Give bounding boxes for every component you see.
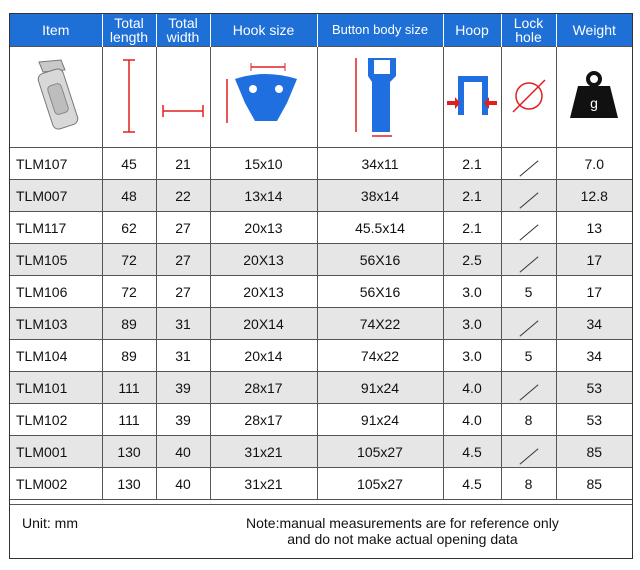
weight-diagram-cell — [556, 47, 632, 148]
hoop-cell: 2.5 — [443, 244, 501, 276]
lock-hole-cell — [501, 212, 556, 244]
weight-icon — [566, 70, 622, 122]
item-cell: TLM117 — [10, 212, 102, 244]
header-total-length: Total length — [102, 14, 156, 47]
width-diagram-cell — [156, 47, 210, 148]
spec-sheet — [9, 13, 633, 559]
header-hook-size: Hook size — [210, 14, 317, 47]
button-body-size-cell: 105x27 — [317, 436, 443, 468]
lock-hole-cell: 8 — [501, 404, 556, 436]
table-row — [10, 404, 632, 436]
total-width-cell: 39 — [156, 372, 210, 404]
hoop-diagram-cell — [443, 47, 501, 148]
lock-hole-cell: 5 — [501, 340, 556, 372]
not-applicable-slash — [519, 192, 538, 208]
total-width-cell: 22 — [156, 180, 210, 212]
hoop-cell: 3.0 — [443, 276, 501, 308]
total-length-cell: 72 — [102, 244, 156, 276]
hook-size-cell: 20X13 — [210, 244, 317, 276]
lock-hole-cell — [501, 244, 556, 276]
header-total-width: Total width — [156, 14, 210, 47]
weight-cell: 53 — [556, 372, 632, 404]
length-diagram-cell — [102, 47, 156, 148]
button-body-size-cell: 91x24 — [317, 372, 443, 404]
table-row — [10, 212, 632, 244]
note-line-2: and do not make actual opening data — [287, 531, 518, 547]
not-applicable-slash — [519, 160, 538, 176]
item-cell: TLM106 — [10, 276, 102, 308]
lock-hole-cell: 5 — [501, 276, 556, 308]
latch-image-cell — [10, 47, 102, 148]
header-row — [10, 14, 632, 47]
button-body-size-cell: 91x24 — [317, 404, 443, 436]
total-length-cell: 48 — [102, 180, 156, 212]
hoop-cell: 2.1 — [443, 180, 501, 212]
button-body-size-cell: 105x27 — [317, 468, 443, 500]
hoop-cell: 2.1 — [443, 148, 501, 180]
total-length-cell: 89 — [102, 308, 156, 340]
hook-icon — [221, 61, 307, 131]
hook-size-cell: 31x21 — [210, 468, 317, 500]
lock-hole-cell — [501, 180, 556, 212]
header-hoop: Hoop — [443, 14, 501, 47]
not-applicable-slash — [519, 224, 538, 240]
total-width-cell: 21 — [156, 148, 210, 180]
table-row — [10, 372, 632, 404]
table-row — [10, 148, 632, 180]
table-row — [10, 308, 632, 340]
footer — [10, 504, 632, 559]
weight-cell: 34 — [556, 340, 632, 372]
weight-icon-label: g — [590, 94, 599, 111]
item-cell: TLM001 — [10, 436, 102, 468]
not-applicable-slash — [519, 256, 538, 272]
hoop-cell: 3.0 — [443, 308, 501, 340]
total-width-cell: 27 — [156, 244, 210, 276]
table-row — [10, 340, 632, 372]
table-row — [10, 436, 632, 468]
total-width-cell: 31 — [156, 340, 210, 372]
item-cell: TLM007 — [10, 180, 102, 212]
spec-table — [10, 14, 632, 500]
weight-cell: 85 — [556, 436, 632, 468]
hook-size-cell: 13x14 — [210, 180, 317, 212]
total-length-cell: 45 — [102, 148, 156, 180]
button-body-size-cell: 34x11 — [317, 148, 443, 180]
table-row — [10, 244, 632, 276]
not-applicable-slash — [519, 320, 538, 336]
hook-size-cell: 20x13 — [210, 212, 317, 244]
item-cell: TLM107 — [10, 148, 102, 180]
hook-size-cell: 28x17 — [210, 404, 317, 436]
weight-cell: 17 — [556, 276, 632, 308]
hook-size-cell: 20X13 — [210, 276, 317, 308]
hoop-cell: 4.0 — [443, 372, 501, 404]
hook-size-cell: 20x14 — [210, 340, 317, 372]
hoop-cell: 3.0 — [443, 340, 501, 372]
lock-hole-cell — [501, 308, 556, 340]
header-item: Item — [10, 14, 102, 47]
button-body-icon — [350, 54, 410, 138]
total-width-cell: 40 — [156, 468, 210, 500]
not-applicable-slash — [519, 448, 538, 464]
total-length-cell: 111 — [102, 372, 156, 404]
hook-size-cell: 28x17 — [210, 372, 317, 404]
button-body-size-cell: 45.5x14 — [317, 212, 443, 244]
lock-hole-cell — [501, 148, 556, 180]
total-length-cell: 130 — [102, 468, 156, 500]
lock-hole-cell — [501, 436, 556, 468]
lock-hole-cell — [501, 372, 556, 404]
button-body-size-cell: 56X16 — [317, 244, 443, 276]
diameter-icon — [509, 76, 549, 116]
item-cell: TLM103 — [10, 308, 102, 340]
total-length-cell: 89 — [102, 340, 156, 372]
weight-cell: 85 — [556, 468, 632, 500]
table-row — [10, 468, 632, 500]
vertical-dimension-icon — [119, 56, 139, 136]
hoop-icon — [445, 71, 499, 121]
item-cell: TLM105 — [10, 244, 102, 276]
button-body-size-cell: 56X16 — [317, 276, 443, 308]
item-cell: TLM102 — [10, 404, 102, 436]
hook-size-cell: 15x10 — [210, 148, 317, 180]
weight-cell: 12.8 — [556, 180, 632, 212]
body-diagram-cell — [317, 47, 443, 148]
total-length-cell: 130 — [102, 436, 156, 468]
weight-cell: 17 — [556, 244, 632, 276]
total-width-cell: 39 — [156, 404, 210, 436]
lock-hole-diagram-cell — [501, 47, 556, 148]
hoop-cell: 4.0 — [443, 404, 501, 436]
weight-cell: 7.0 — [556, 148, 632, 180]
unit-label: Unit: mm — [22, 515, 78, 531]
note-text — [246, 515, 559, 547]
total-length-cell: 62 — [102, 212, 156, 244]
button-body-size-cell: 74x22 — [317, 340, 443, 372]
hoop-cell: 2.1 — [443, 212, 501, 244]
table-row — [10, 180, 632, 212]
header-weight: Weight — [556, 14, 632, 47]
total-width-cell: 40 — [156, 436, 210, 468]
hook-diagram-cell — [210, 47, 317, 148]
illustration-row — [10, 47, 632, 148]
hook-size-cell: 20X14 — [210, 308, 317, 340]
hook-size-cell: 31x21 — [210, 436, 317, 468]
button-body-size-cell: 38x14 — [317, 180, 443, 212]
total-width-cell: 27 — [156, 276, 210, 308]
total-width-cell: 27 — [156, 212, 210, 244]
total-length-cell: 111 — [102, 404, 156, 436]
item-cell: TLM002 — [10, 468, 102, 500]
latch-icon — [21, 56, 91, 136]
weight-cell: 53 — [556, 404, 632, 436]
lock-hole-cell: 8 — [501, 468, 556, 500]
weight-cell: 34 — [556, 308, 632, 340]
item-cell: TLM104 — [10, 340, 102, 372]
total-width-cell: 31 — [156, 308, 210, 340]
hoop-cell: 4.5 — [443, 436, 501, 468]
total-length-cell: 72 — [102, 276, 156, 308]
button-body-size-cell: 74X22 — [317, 308, 443, 340]
weight-cell: 13 — [556, 212, 632, 244]
horizontal-dimension-icon — [161, 101, 205, 121]
header-lock-hole: Lock hole — [501, 14, 556, 47]
note-line-1: Note:manual measurements are for reference only — [246, 515, 559, 531]
header-button-body-size: Button body size — [317, 14, 443, 47]
item-cell: TLM101 — [10, 372, 102, 404]
table-row — [10, 276, 632, 308]
not-applicable-slash — [519, 384, 538, 400]
hoop-cell: 4.5 — [443, 468, 501, 500]
